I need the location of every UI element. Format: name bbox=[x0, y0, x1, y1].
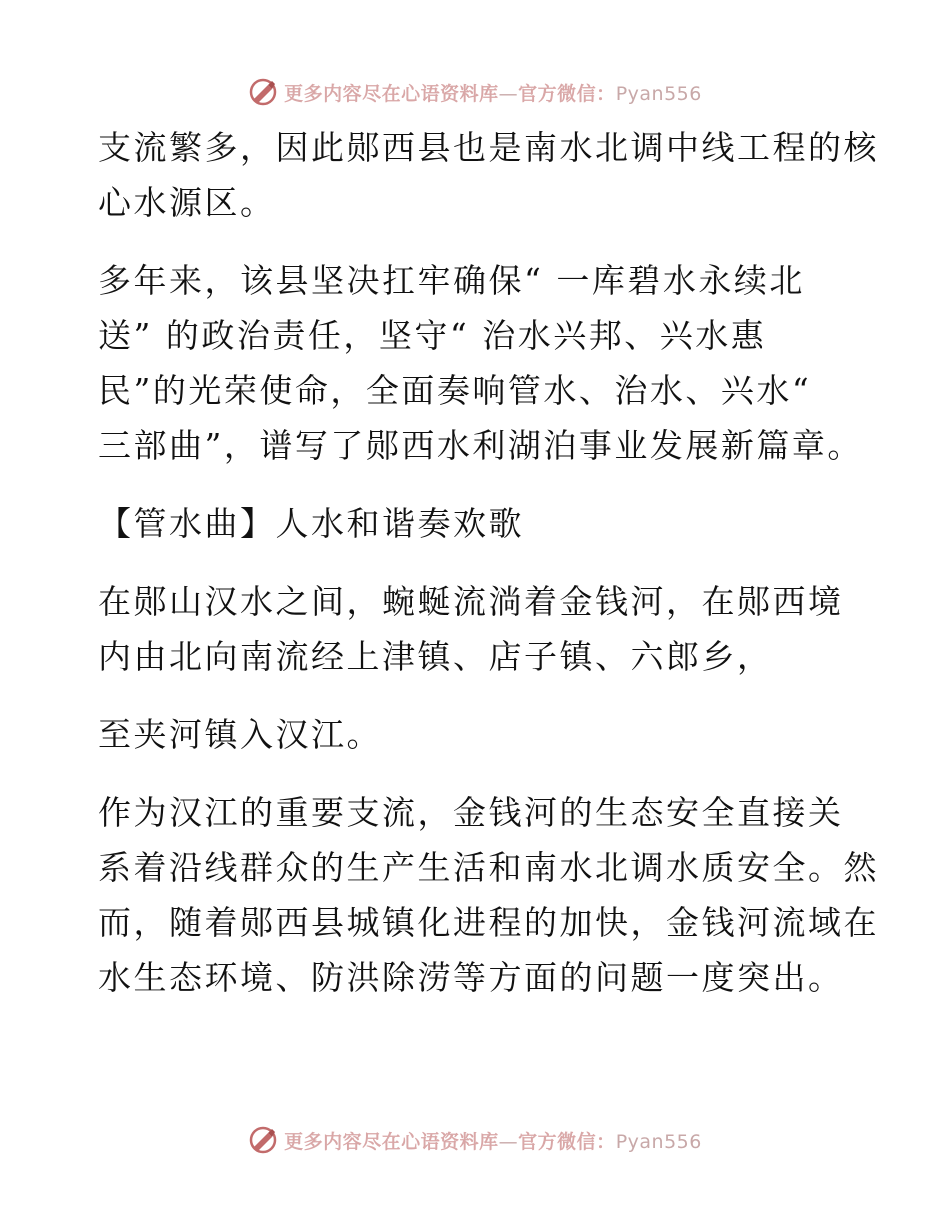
section-heading bbox=[98, 496, 858, 551]
text-line: 系着沿线群众的生产生活和南水北调水质安全。然 bbox=[98, 848, 879, 887]
paragraph-3 bbox=[98, 574, 858, 684]
pen-logo-icon bbox=[248, 1125, 278, 1155]
paragraph-5 bbox=[98, 785, 879, 1005]
watermark-text: 更多内容尽在心语资料库—官方微信：Pyan556 bbox=[284, 82, 702, 105]
paragraph-1 bbox=[98, 120, 879, 230]
paragraph-4 bbox=[98, 707, 858, 762]
text-line: 支流繁多，因此郧西县也是南水北调中线工程的核 bbox=[98, 128, 879, 167]
text-line: 水生态环境、防洪除涝等方面的问题一度突出。 bbox=[98, 958, 844, 997]
text-line: 【管水曲】人水和谐奏欢歌 bbox=[98, 504, 524, 543]
pen-logo-icon bbox=[248, 77, 278, 107]
paragraph-2 bbox=[98, 253, 863, 473]
text-line: 内由北向南流经上津镇、店子镇、六郎乡， bbox=[98, 637, 773, 676]
document-body bbox=[98, 120, 879, 1028]
text-line: 多年来，该县坚决扛牢确保“ 一库碧水永续北 bbox=[98, 261, 805, 300]
header-watermark bbox=[0, 72, 950, 112]
text-line: 而，随着郧西县城镇化进程的加快，金钱河流域在 bbox=[98, 903, 879, 942]
text-line: 至夹河镇入汉江。 bbox=[98, 715, 382, 754]
footer-watermark bbox=[0, 1120, 950, 1160]
text-line: 心水源区。 bbox=[98, 183, 276, 222]
text-line: 送” 的政治责任，坚守“ 治水兴邦、兴水惠 bbox=[98, 316, 767, 355]
text-line: 民”的光荣使命，全面奏响管水、治水、兴水“ bbox=[98, 371, 812, 410]
text-line: 作为汉江的重要支流，金钱河的生态安全直接关 bbox=[98, 793, 844, 832]
text-line: 三部曲”，谱写了郧西水利湖泊事业发展新篇章。 bbox=[98, 426, 863, 465]
watermark-text: 更多内容尽在心语资料库—官方微信：Pyan556 bbox=[284, 1130, 702, 1153]
text-line: 在郧山汉水之间，蜿蜒流淌着金钱河，在郧西境 bbox=[98, 582, 844, 621]
